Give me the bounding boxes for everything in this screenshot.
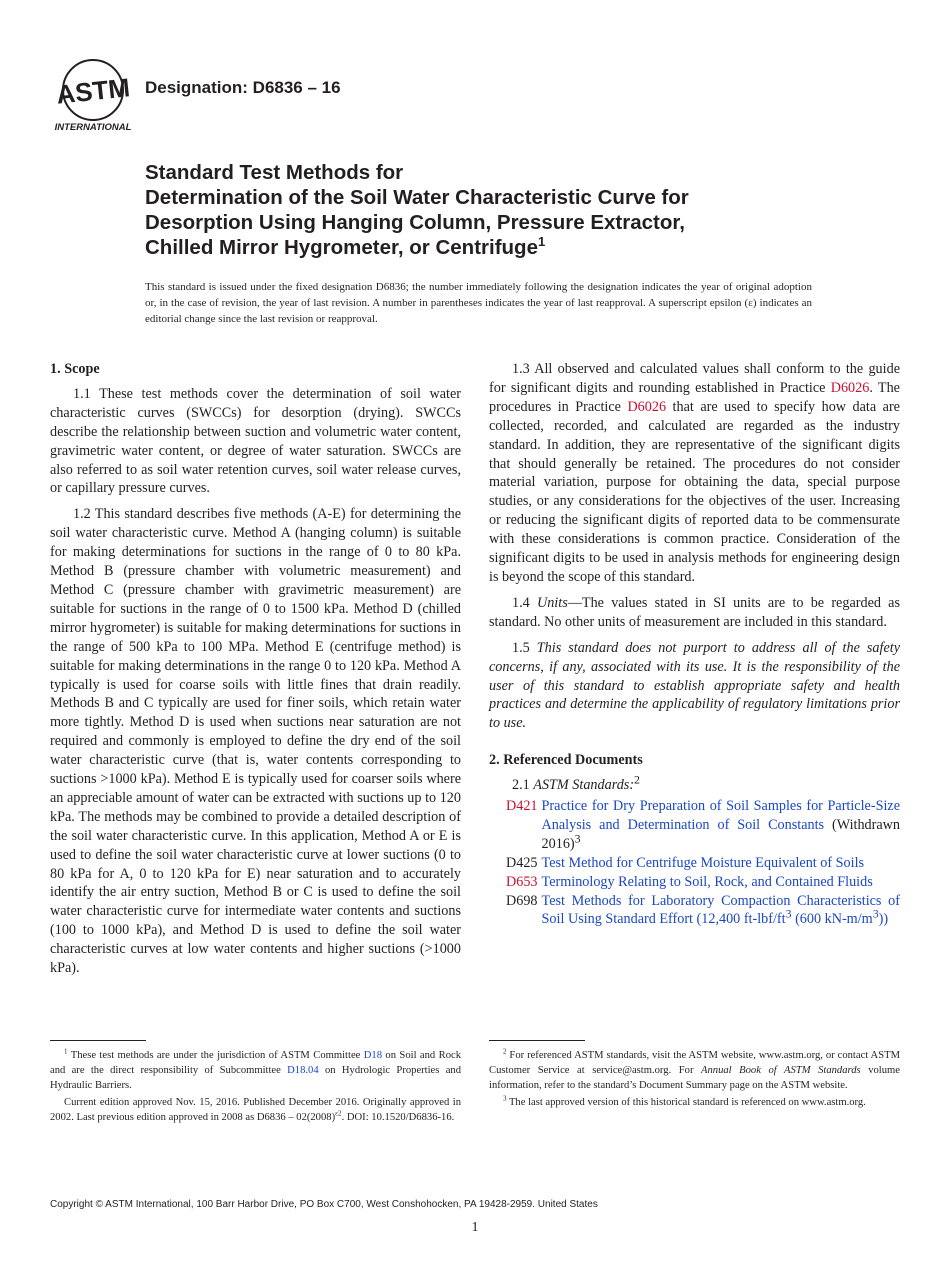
reference-title-link[interactable]: Terminology Relating to Soil, Rock, and Contained Fluids [541,873,873,890]
title-line: Desorption Using Hanging Column, Pressure Extractor, [145,211,685,234]
title-line: Chilled Mirror Hygrometer, or Centrifuge$^1$ [145,234,546,259]
logo-wordmark: INTERNATIONAL [54,122,132,132]
link-d18[interactable]: D18 [363,1050,383,1061]
reference-code: D425 [506,854,538,871]
left-column [50,360,461,985]
reference-title-link[interactable]: Practice for Dry Preparation of Soil Samples for Particle-Size Analysis and Determination of Soil Constants [541,798,900,833]
paragraph-1-5: 1.5 This standard does not purport to address all of the safety concerns, if any, associated with its use. It is the responsibility of the user of this standard to establish appropriate safety and health practices and determine the applicability of regulatory limitations prior to use. [489,639,900,732]
document-title [145,160,825,260]
issuance-notice: This standard is issued under the fixed designation D6836; the number immediately following the designation indicates the year of original adoption or, in the case of revision, the year of last revision. A number in parentheses indicates the year of last reapproval. A superscript epsilon (ε) indicates an editorial change since the last revision or reapproval. [145,281,812,325]
astm-logo [50,56,136,132]
link-d18-04[interactable]: D18.04 [287,1065,319,1076]
footnote-edition: Current edition approved Nov. 15, 2016. Published December 2016. Originally approved in 2002. Last previous edition approved in 2008 as $D6836 - 02(2008)^{\varepsilon 2}$. DOI: 10.1520/D6836-16. [50,1097,461,1123]
reference-title-link[interactable]: Test Methods for Laboratory Compaction Characteristics of Soil Using Standard Effort (12,400 $ft-lbf/ft^3$ (600 $kN-m/m^3$)) [541,892,900,928]
paragraph-1-2: 1.2 This standard describes five methods (A-E) for determining the soil water characteristic curve. Method A (hanging column) is suitable for making determinations for suctions in the range of 0 to 80 kPa. Method B (pressure chamber with volumetric measurement) and Method C (pressure chamber with gravimetric measurement) are suitable for suctions in the range of 0 to 1500 kPa. Method D (chilled mirror hygrometer) is suitable for making determinations for suctions in the range of 500 kPa to 100 MPa. Method E (centrifuge method) is suitable for making determinations in the range 0 to 120 kPa. Method A typically is used for coarse soils with little fines that drain readily. Methods B and C typically are used for finer soils, which retain water more tightly. Method D is used when suctions near saturation are not required and commonly is employed to define the dry end of the soil water characteristic curve (that is, water contents corresponding to suctions >1000 kPa). Method E is typically used for coarser soils where an appreciable amount of water can be extracted with suctions up to 120 kPa. The methods may be combined to provide a detailed description of the soil water characteristic curve. In this application, Method A or E is used to define the soil water characteristic curve at lower suctions (0 to 80 kPa for A, 0 to 120 kPa for E) near saturation and to accurately identify the air entry suction, Method B or C is used to define the soil water characteristic curve for intermediate water contents and suctions (100 to 1000 kPa), and Method D is used to define the soil water characteristic curves at low water contents and higher suctions (>1000 kPa). [50,506,461,977]
section-heading-scope: 1. Scope [50,361,100,377]
svg-text:ASTM: ASTM [54,72,132,110]
section-heading-referenced-documents: 2. Referenced Documents [489,752,643,769]
reference-item: D421 Practice for Dry Preparation of Soil Samples for Particle-Size Analysis and Determination of Soil Constants (Withdrawn 2016)$^3$ [506,798,900,852]
paragraph-1-1: 1.1 These test methods cover the determination of soil water characteristic curves (SWCCs) for desorption (drying). SWCCs describe the relationship between suction and volumetric water content, gravimetric water content, or degree of water saturation. SWCCs are also referred to as soil water retention curves, soil water release curves, or capillary pressure curves. [50,385,461,497]
footnote-marker[interactable]: 1 [537,234,546,250]
footnote-3: $^3$ The last approved version of this historical standard is referenced on www.astm.org. [503,1094,866,1108]
footnote-divider [489,1040,585,1041]
title-line: Standard Test Methods for [145,161,404,184]
paragraph-1-3: 1.3 All observed and calculated values shall conform to the guide for significant digits and rounding established in Practice D6026. The procedures in Practice D6026 that are used to specify how data are collected, recorded, and calculated are regarded as the industry standard. In addition, they are representative of the significant digits that should generally be retained. The procedures do not consider material variation, purpose for obtaining the data, special purpose studies, or any considerations for the objectives of the user. Increasing or reducing the significant digits of reported data to be commensurate with these considerations is common practice. Consideration of the significant digits to be used in analysis methods for engineering design is beyond the scope of this standard. [489,361,900,585]
footnote-1: $^1$ These test methods are under the jurisdiction of ASTM Committee D18 on Soil and Rock and are the direct responsibility of Subcommittee D18.04 on Hydrologic Properties and Hydraulic Barriers. [50,1047,461,1091]
reference-item [489,854,900,873]
footnotes-left [50,1048,461,1127]
footnote-divider [50,1040,146,1041]
paragraph-1-4: 1.4 Units—The values stated in SI units are to be regarded as standard. No other units of measurement are included in this standard. [489,594,901,630]
copyright-notice: Copyright © ASTM International, 100 Barr Harbor Drive, PO Box C700, West Conshohocken, PA 19428-2959. United States [50,1199,598,1210]
reference-item [489,873,900,892]
footnotes-right [489,1048,900,1112]
reference-code-link[interactable]: D421 [506,798,538,815]
paragraph-2-1: 2.1 ASTM Standards:$^2$ [512,772,640,794]
link-d6026[interactable]: D6026 [830,379,870,396]
designation: Designation: D6836 – 16 [145,78,341,97]
reference-code-link[interactable]: D653 [506,873,538,890]
page-number: 1 [471,1220,479,1235]
reference-title-link[interactable]: Test Method for Centrifuge Moisture Equivalent of Soils [541,854,865,871]
title-line: Determination of the Soil Water Characteristic Curve for [145,186,689,209]
right-column [489,360,900,929]
reference-item [489,892,900,930]
reference-code: D698 [506,892,538,909]
link-d6026[interactable]: D6026 [627,398,667,415]
footnote-2: $^2$ For referenced ASTM standards, visit the ASTM website, www.astm.org, or contact ASTM Customer Service at service@astm.org. For Annual Book of ASTM Standards volume information, refer to the standard’s Document Summary page on the ASTM website. [489,1047,900,1091]
